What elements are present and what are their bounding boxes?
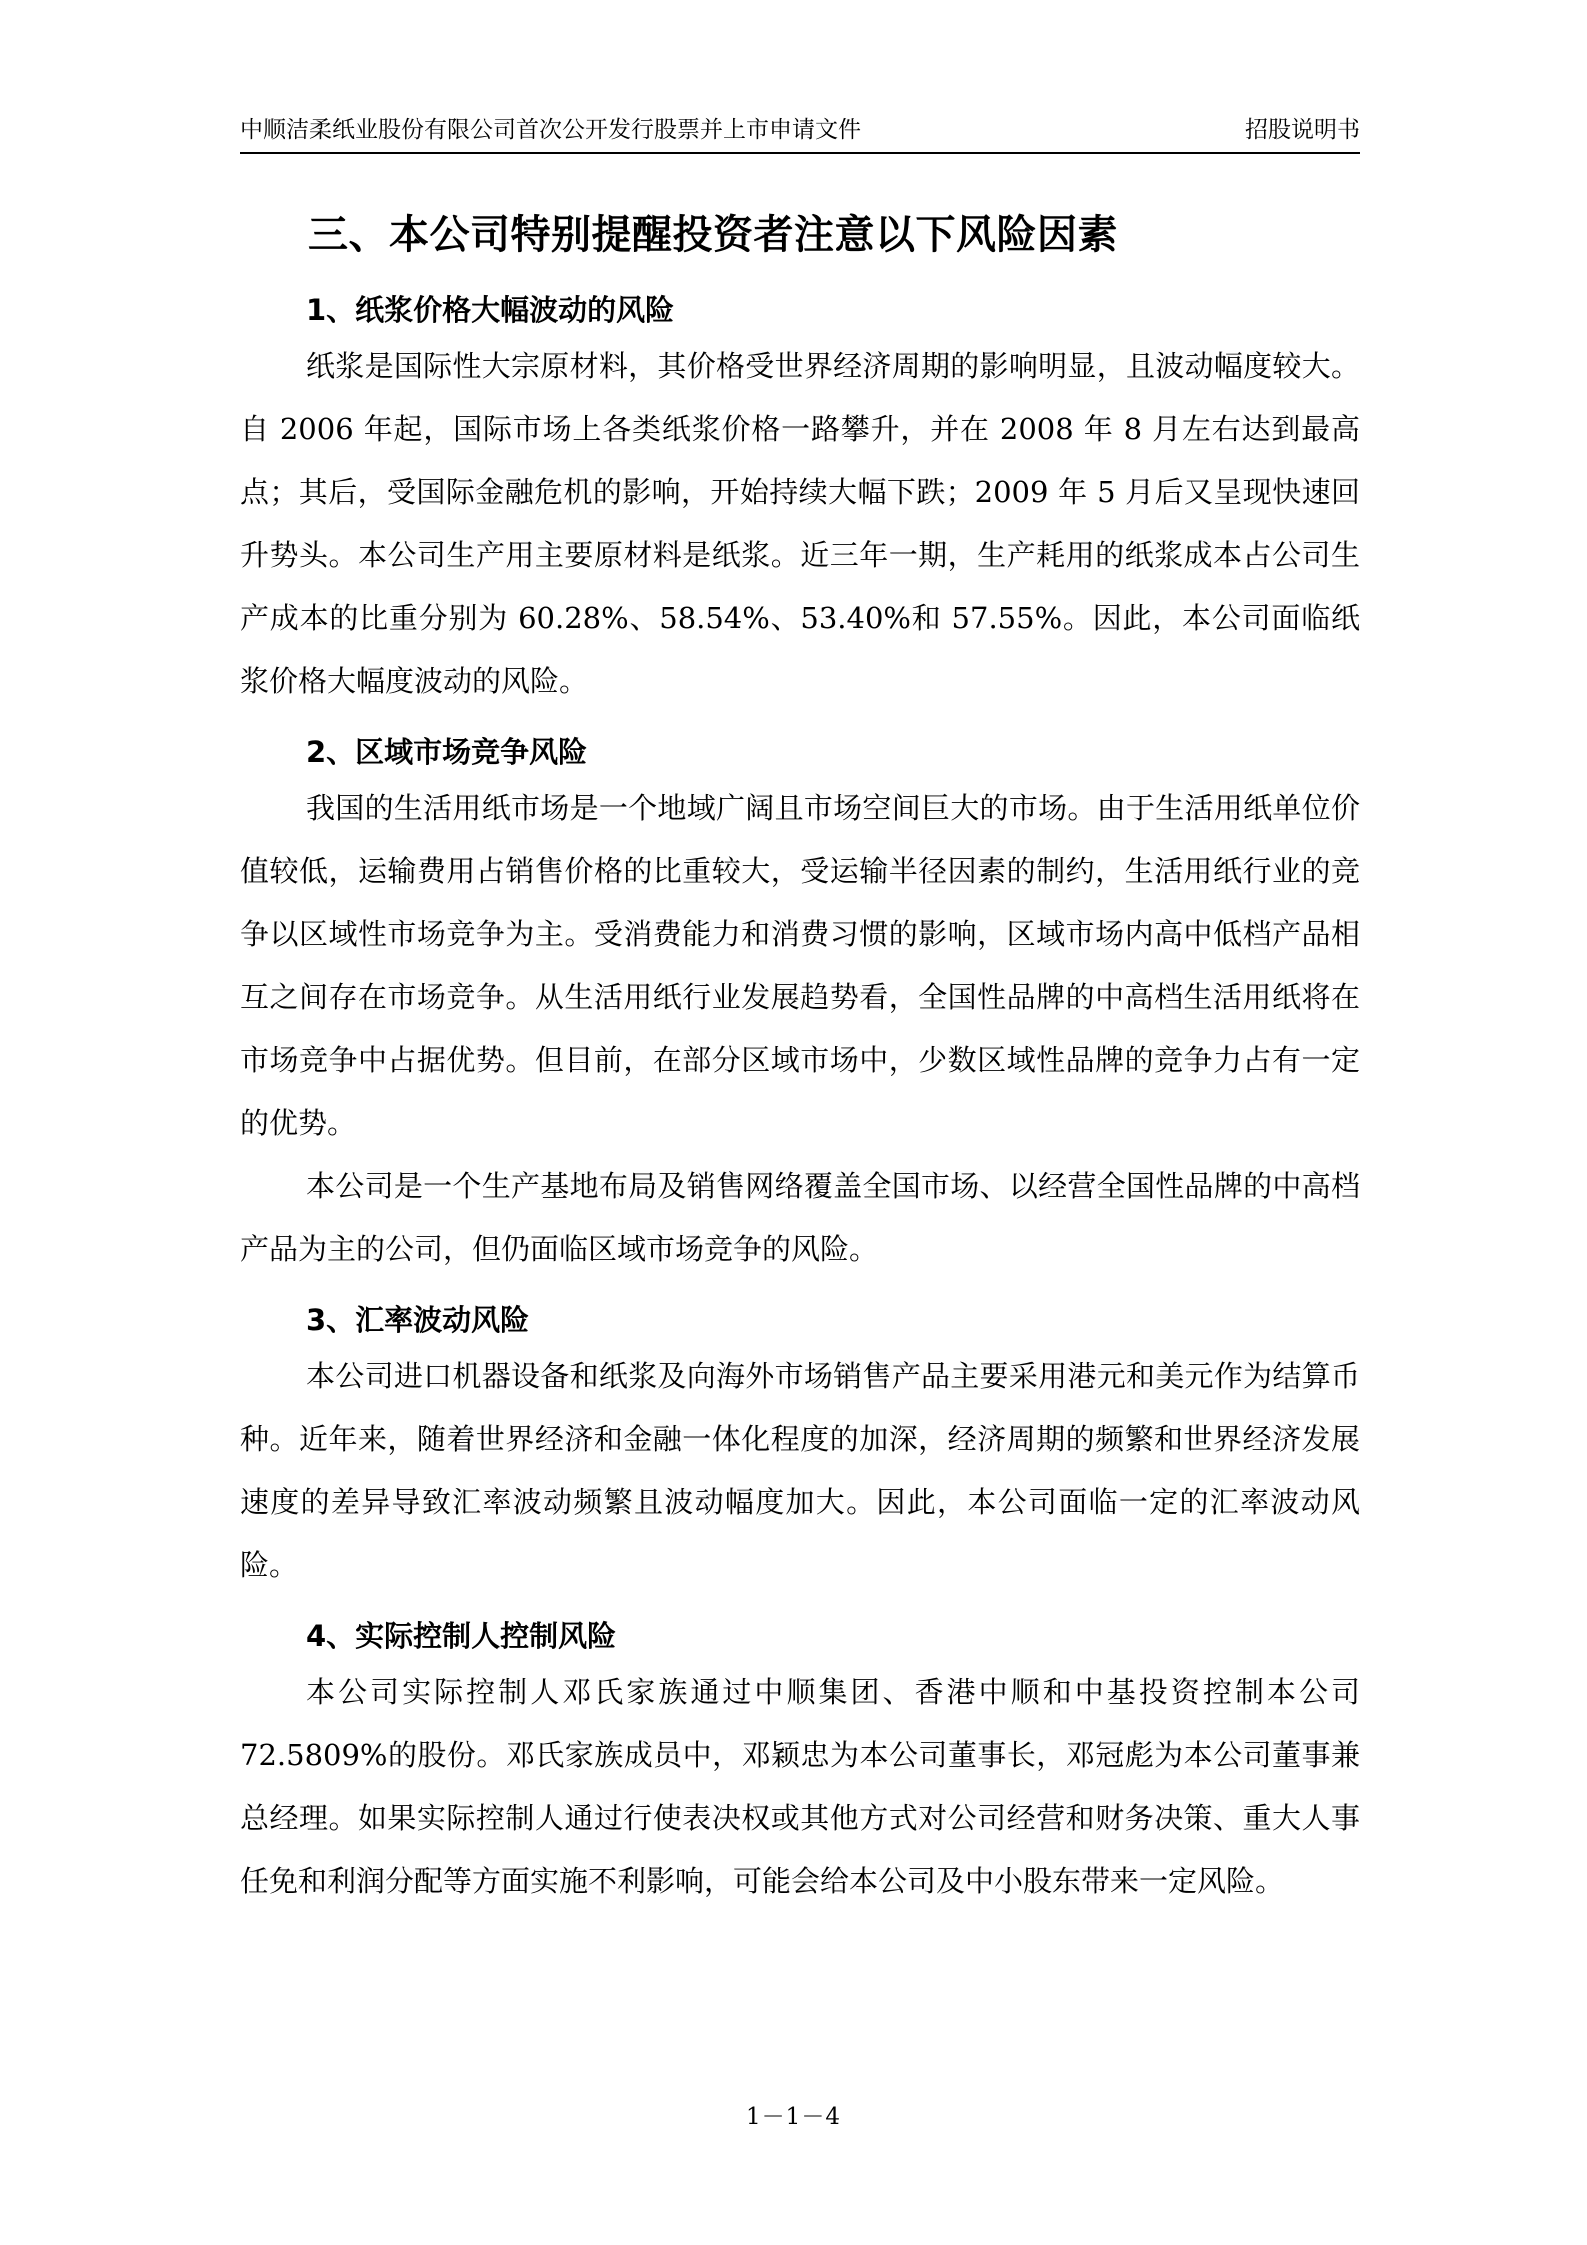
risk-paragraph: 本公司实际控制人邓氏家族通过中顺集团、香港中顺和中基投资控制本公司 72.5809%的股份。邓氏家族成员中，邓颖忠为本公司董事长，邓冠彪为本公司董事兼总经理。如果实际控制人通过行使表决权或其他方式对公司经营和财务决策、重大人事任免和利润分配等方面实施不利影响，可能会给本公司及中小股东带来一定风险。 bbox=[240, 1675, 1360, 1898]
risk-section-4 bbox=[240, 1611, 1360, 1913]
page-number: 1－1－4 bbox=[746, 2104, 841, 2130]
risk-section-2 bbox=[240, 727, 1360, 1281]
risk-heading-controller: 4、实际控制人控制风险 bbox=[306, 1619, 617, 1653]
header-document-title: 中顺洁柔纸业股份有限公司首次公开发行股票并上市申请文件 bbox=[240, 117, 861, 143]
risk-heading-pulp-price: 1、纸浆价格大幅波动的风险 bbox=[306, 293, 675, 327]
risk-paragraph: 本公司是一个生产基地布局及销售网络覆盖全国市场、以经营全国性品牌的中高档产品为主的公司，但仍面临区域市场竞争的风险。 bbox=[240, 1169, 1360, 1266]
header-rule bbox=[240, 152, 1360, 154]
risk-paragraph: 本公司进口机器设备和纸浆及向海外市场销售产品主要采用港元和美元作为结算币种。近年来，随着世界经济和金融一体化程度的加深，经济周期的频繁和世界经济发展速度的差异导致汇率波动频繁且波动幅度加大。因此，本公司面临一定的汇率波动风险。 bbox=[240, 1359, 1360, 1582]
risk-paragraph: 纸浆是国际性大宗原材料，其价格受世界经济周期的影响明显，且波动幅度较大。自 2006 年起，国际市场上各类纸浆价格一路攀升，并在 2008 年 8 月左右达到最高点；其后，受国际金融危机的影响，开始持续大幅下跌；2009 年 5 月后又呈现快速回升势头。本公司生产用主要原材料是纸浆。近三年一期，生产耗用的纸浆成本占公司生产成本的比重分别为 60.28%、58.54%、53.40%和 57.55%。因此，本公司面临纸浆价格大幅度波动的风险。 bbox=[240, 349, 1360, 698]
page-header bbox=[240, 112, 1360, 152]
risk-section-1 bbox=[240, 285, 1360, 713]
header-document-type: 招股说明书 bbox=[1245, 117, 1360, 143]
risk-paragraph: 我国的生活用纸市场是一个地域广阔且市场空间巨大的市场。由于生活用纸单位价值较低，运输费用占销售价格的比重较大，受运输半径因素的制约，生活用纸行业的竞争以区域性市场竞争为主。受消费能力和消费习惯的影响，区域市场内高中低档产品相互之间存在市场竞争。从生活用纸行业发展趋势看，全国性品牌的中高档生活用纸将在市场竞争中占据优势。但目前，在部分区域市场中，少数区域性品牌的竞争力占有一定的优势。 bbox=[240, 791, 1360, 1140]
risk-heading-exchange-rate: 3、汇率波动风险 bbox=[306, 1303, 530, 1337]
risk-heading-regional-competition: 2、区域市场竞争风险 bbox=[306, 735, 588, 769]
page-body bbox=[240, 195, 1360, 1913]
section-title: 三、本公司特别提醒投资者注意以下风险因素 bbox=[308, 212, 1118, 258]
risk-section-3 bbox=[240, 1295, 1360, 1597]
